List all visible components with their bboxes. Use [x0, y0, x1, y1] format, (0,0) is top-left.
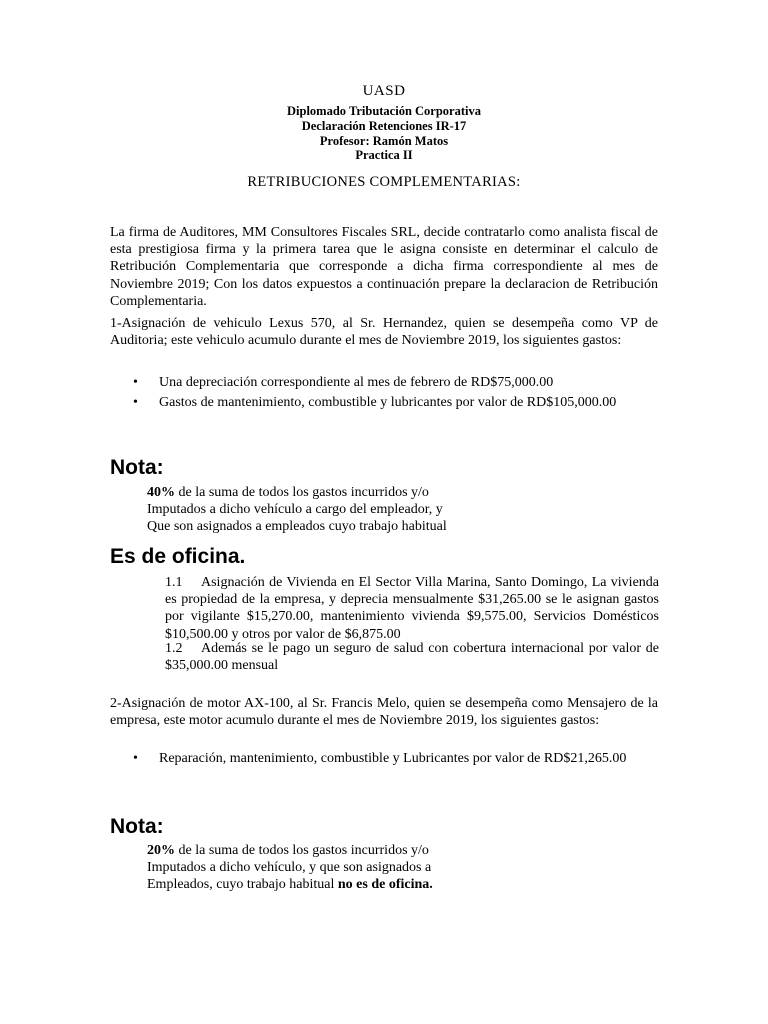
intro-paragraph: La firma de Auditores, MM Consultores Fiscales SRL, decide contratarlo como analista fiscal de esta prestigiosa firma y la primera tarea que le asigna consiste en determinar el calculo de Retribución Complementaria que corresponde a dicha firma correspondiente al mes de Noviembre 2019; Con los datos expuestos a continuación prepare la declaracion de Retribución Complementaria. [110, 225, 658, 309]
bullet-icon: • [133, 751, 138, 766]
nota1-line2: Imputados a dicho vehículo a cargo del empleador, y [147, 502, 443, 518]
es-de-oficina-heading: Es de oficina. [110, 545, 246, 568]
bullet-icon: • [133, 375, 138, 390]
nota2-line3 [147, 876, 547, 893]
sub-item-number: 1.2 [165, 641, 183, 656]
item1-paragraph: 1-Asignación de vehiculo Lexus 570, al Sr. Hernandez, quien se desempeña como VP de Auditoria; este vehiculo acumulo durante el mes de Noviembre 2019, los siguientes gastos: [110, 316, 658, 349]
list-item [133, 750, 658, 767]
nota2-line2: Imputados a dicho vehículo, y que son asignados a [147, 860, 432, 876]
nota1-line1 [147, 484, 547, 501]
sub-item-1-2 [165, 640, 659, 674]
item2-bullet-list [133, 750, 658, 770]
list-item [133, 394, 658, 411]
item1-bullet-list [133, 374, 658, 414]
list-item [133, 374, 658, 391]
nota1-line3: Que son asignados a empleados cuyo trabajo habitual [147, 519, 447, 535]
nota2-percent: 20% [147, 843, 175, 858]
sub-item-number: 1.1 [165, 575, 183, 590]
course-title: Diplomado Tributación Corporativa [287, 104, 481, 118]
nota2-line3-bold: no es de oficina. [337, 877, 433, 893]
bullet-text: Reparación, mantenimiento, combustible y Lubricantes por valor de RD$21,265.00 [159, 751, 627, 766]
course-subject: Declaración Retenciones IR-17 [301, 119, 467, 133]
bullet-icon: • [133, 395, 138, 411]
practice-label: Practica II [355, 148, 413, 162]
item2-paragraph: 2-Asignación de motor AX-100, al Sr. Francis Melo, quien se desempeña como Mensajero de la empresa, este motor acumulo durante el mes de Noviembre 2019, los siguientes gastos: [110, 696, 658, 729]
sub-item-text: Asignación de Vivienda en El Sector Villa Marina, Santo Domingo, La vivienda es propiedad de la empresa, y deprecia mensualmente $31,265.00 se le asignan gastos por vigilante $15,270.00, mantenimiento vivienda $9,575.00, Servicios Domésticos $10,500.00 y otros por valor de $6,875.00 [165, 575, 659, 642]
nota1-body [147, 484, 547, 536]
professor-name: Profesor: Ramón Matos [319, 134, 449, 148]
sub-item-1-1 [165, 574, 659, 643]
nota-heading: Nota: [110, 456, 164, 479]
page-title: RETRIBUCIONES COMPLEMENTARIAS: [247, 174, 521, 190]
bullet-text: Gastos de mantenimiento, combustible y lubricantes por valor de RD$105,000.00 [159, 395, 617, 411]
nota1-line1-text: de la suma de todos los gastos incurridos y/o [175, 485, 429, 500]
bullet-text: Una depreciación correspondiente al mes de febrero de RD$75,000.00 [159, 375, 554, 390]
nota-heading: Nota: [110, 815, 164, 838]
nota2-line1 [147, 842, 547, 859]
sub-item-text: Además se le pago un seguro de salud con cobertura internacional por valor de $35,000.00 mensual [165, 641, 659, 674]
nota2-line3-text: Empleados, cuyo trabajo habitual [147, 877, 338, 893]
nota2-body [147, 842, 547, 894]
institution-name: UASD [362, 83, 406, 99]
nota1-percent: 40% [147, 485, 175, 500]
nota2-line1-text: de la suma de todos los gastos incurridos y/o [175, 843, 429, 858]
